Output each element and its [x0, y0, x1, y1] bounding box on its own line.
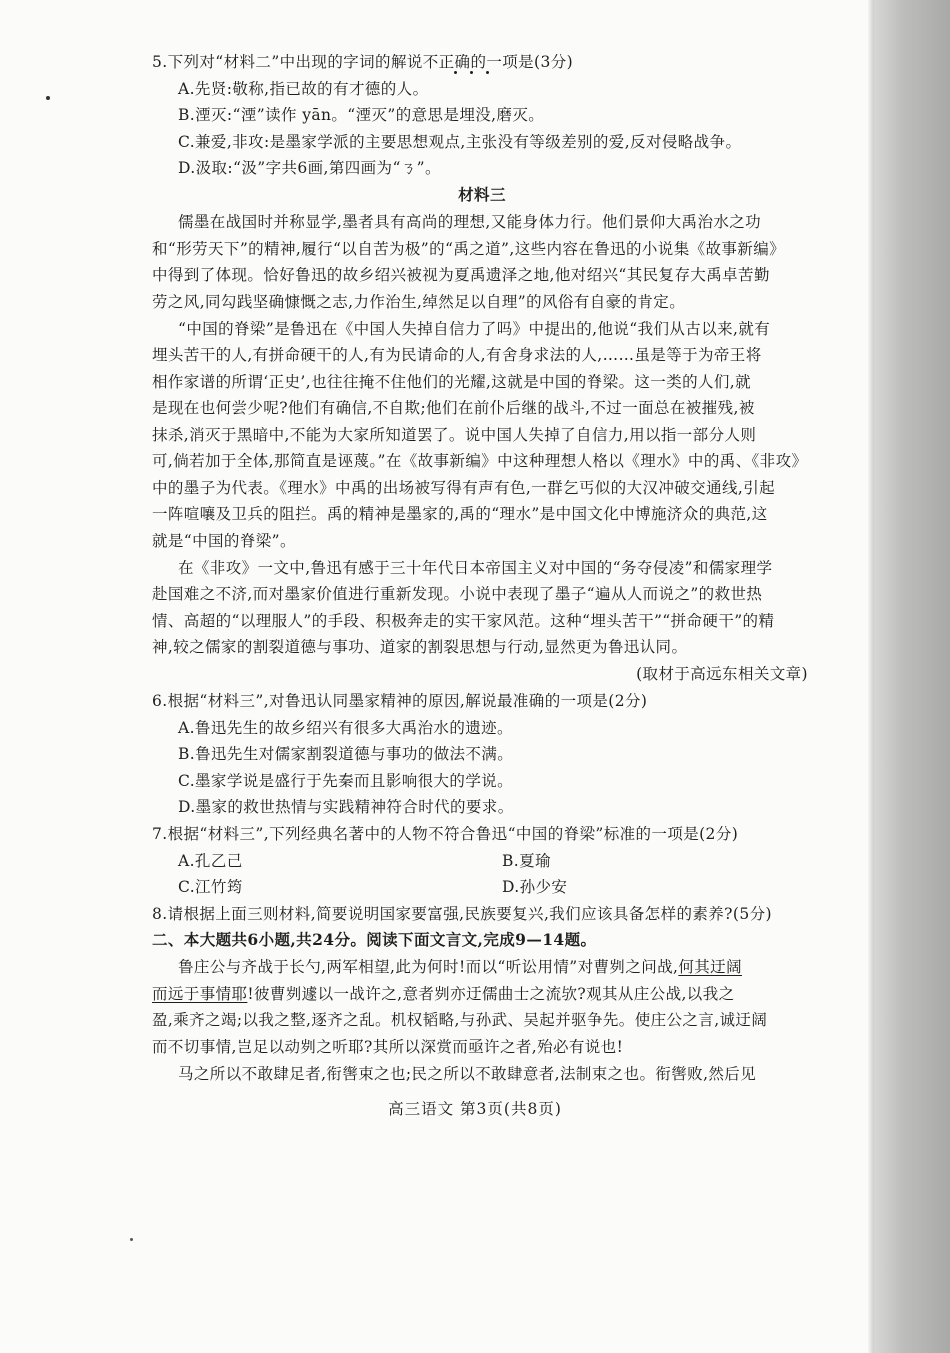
q5-option-b: B.湮灭:“湮”读作 yān。“湮灭”的意思是埋没,磨灭。 — [178, 106, 545, 124]
scan-speck — [46, 96, 50, 100]
emphasis-dot — [454, 71, 457, 74]
material3-line: 在《非攻》一文中,鲁迅有感于三十年代日本帝国主义对中国的“务夺侵凌”和儒家理学 — [178, 559, 773, 577]
classical-text-segment: 鲁庄公与齐战于长勺,两军相望,此为何时!而以“听讼用情”对曹刿之问战, — [178, 958, 679, 976]
q5-option-a: A.先贤:敬称,指已故的有才德的人。 — [178, 80, 429, 98]
material3-line: 赴国难之不济,而对墨家价值进行重新发现。小说中表现了墨子“遍从人而说之”的救世热 — [152, 585, 763, 603]
q7-option-c: C.江竹筠 — [178, 878, 243, 896]
q5-option-d: D.汲取:“汲”字共6画,第四画为“ㄋ”。 — [178, 159, 441, 177]
material3-line: 和“形劳天下”的精神,履行“以自苦为极”的“禹之道”,这些内容在鲁迅的小说集《故事新编》 — [152, 240, 786, 258]
material3-line: 劳之风,同勾践坚确慷慨之志,力作治生,绰然足以自理”的风俗有自豪的肯定。 — [152, 293, 686, 311]
section2-heading: 二、本大题共6小题,共24分。阅读下面文言文,完成9—14题。 — [152, 930, 597, 949]
underlined-phrase: 何其迂阔 — [678, 958, 742, 976]
material3-title: 材料三 — [458, 185, 506, 204]
emphasis-dot — [486, 71, 489, 74]
material3-line: 埋头苦干的人,有拼命硬干的人,有为民请命的人,有舍身求法的人,……虽是等于为帝王将 — [152, 346, 762, 364]
q6-option-d: D.墨家的救世热情与实践精神符合时代的要求。 — [178, 798, 514, 816]
q8-stem: 8.请根据上面三则材料,简要说明国家要富强,民族要复兴,我们应该具备怎样的素养?(5分) — [152, 905, 772, 923]
q7-options-row1 — [178, 849, 838, 873]
emphasis-dot — [470, 71, 473, 74]
page-footer: 高三语文 第3页(共8页) — [388, 1100, 562, 1118]
material3-line: 可,倘若加于全体,那简直是诬蔑。”在《故事新编》中这种理想人格以《理水》中的禹、《非攻》 — [152, 452, 808, 470]
q6-option-b: B.鲁迅先生对儒家割裂道德与事功的做法不满。 — [178, 745, 514, 763]
material3-line: 儒墨在战国时并称显学,墨者具有高尚的理想,又能身体力行。他们景仰大禹治水之功 — [178, 213, 762, 231]
q7-options-row2 — [178, 875, 838, 899]
classical-text-line: 而不切事情,岂足以动刿之听耶?其所以深赏而亟许之者,殆必有说也! — [152, 1038, 624, 1056]
material3-line: 抹杀,消灭于黑暗中,不能为大家所知道罢了。说中国人失掉了自信力,用以指一部分人则 — [152, 426, 757, 444]
q7-option-b: B.夏瑜 — [502, 852, 551, 870]
material3-line: 相作家谱的所谓‘正史’,也往往掩不住他们的光耀,这就是中国的脊梁。这一类的人们,就 — [152, 373, 752, 391]
q6-option-c: C.墨家学说是盛行于先秦而且影响很大的学说。 — [178, 772, 514, 790]
q6-stem: 6.根据“材料三”,对鲁迅认同墨家精神的原因,解说最准确的一项是(2分) — [152, 692, 648, 710]
material3-source: (取材于高远东相关文章) — [636, 665, 808, 683]
material3-line: 情、高超的“以理服人”的手段、积极奔走的实干家风范。这种“埋头苦干”“拼命硬干”的精 — [152, 612, 775, 630]
q5-option-c: C.兼爱,非攻:是墨家学派的主要思想观点,主张没有等级差别的爱,反对侵略战争。 — [178, 133, 742, 151]
material3-line: 就是“中国的脊梁”。 — [152, 532, 296, 550]
classical-text-line — [152, 982, 812, 1006]
q7-stem: 7.根据“材料三”,下列经典名著中的人物不符合鲁迅“中国的脊梁”标准的一项是(2分) — [152, 825, 739, 843]
material3-line: 神,较之儒家的割裂道德与事功、道家的割裂思想与行动,显然更为鲁迅认同。 — [152, 638, 688, 656]
underlined-phrase: 而远于事情耶 — [152, 985, 248, 1003]
q7-option-d: D.孙少安 — [502, 878, 568, 896]
q5-stem: 5.下列对“材料二”中出现的字词的解说不正确的一项是(3分) — [152, 53, 574, 71]
classical-text-line: 马之所以不敢肆足者,衔辔束之也;民之所以不敢肆意者,法制束之也。衔辔败,然后见 — [178, 1065, 757, 1083]
material3-line: 是现在也何尝少呢?他们有确信,不自欺;他们在前仆后继的战斗,不过一面总在被摧残,被 — [152, 399, 755, 417]
material3-line: 中的墨子为代表。《理水》中禹的出场被写得有声有色,一群乞丐似的大汉冲破交通线,引起 — [152, 479, 776, 497]
material3-line: 一阵喧嚷及卫兵的阻拦。禹的精神是墨家的,禹的“理水”是中国文化中博施济众的典范,这 — [152, 505, 768, 523]
classical-text-segment: !彼曹刿遽以一战许之,意者刿亦迂儒曲士之流欤?观其从庄公战,以我之 — [247, 985, 735, 1003]
classical-text-line: 盈,乘齐之竭;以我之整,逐齐之乱。机权韬略,与孙武、吴起并驱争先。使庄公之言,诚迂阔 — [152, 1011, 768, 1029]
classical-text-line — [178, 955, 812, 979]
material3-line: “中国的脊梁”是鲁迅在《中国人失掉自信力了吗》中提出的,他说“我们从古以来,就有 — [178, 320, 771, 338]
q7-option-a: A.孔乙己 — [178, 852, 243, 870]
q6-option-a: A.鲁迅先生的故乡绍兴有很多大禹治水的遗迹。 — [178, 719, 513, 737]
material3-line: 中得到了体现。恰好鲁迅的故乡绍兴被视为夏禹遗泽之地,他对绍兴“其民复存大禹卓苦勤 — [152, 266, 770, 284]
scan-speck — [130, 1238, 133, 1241]
